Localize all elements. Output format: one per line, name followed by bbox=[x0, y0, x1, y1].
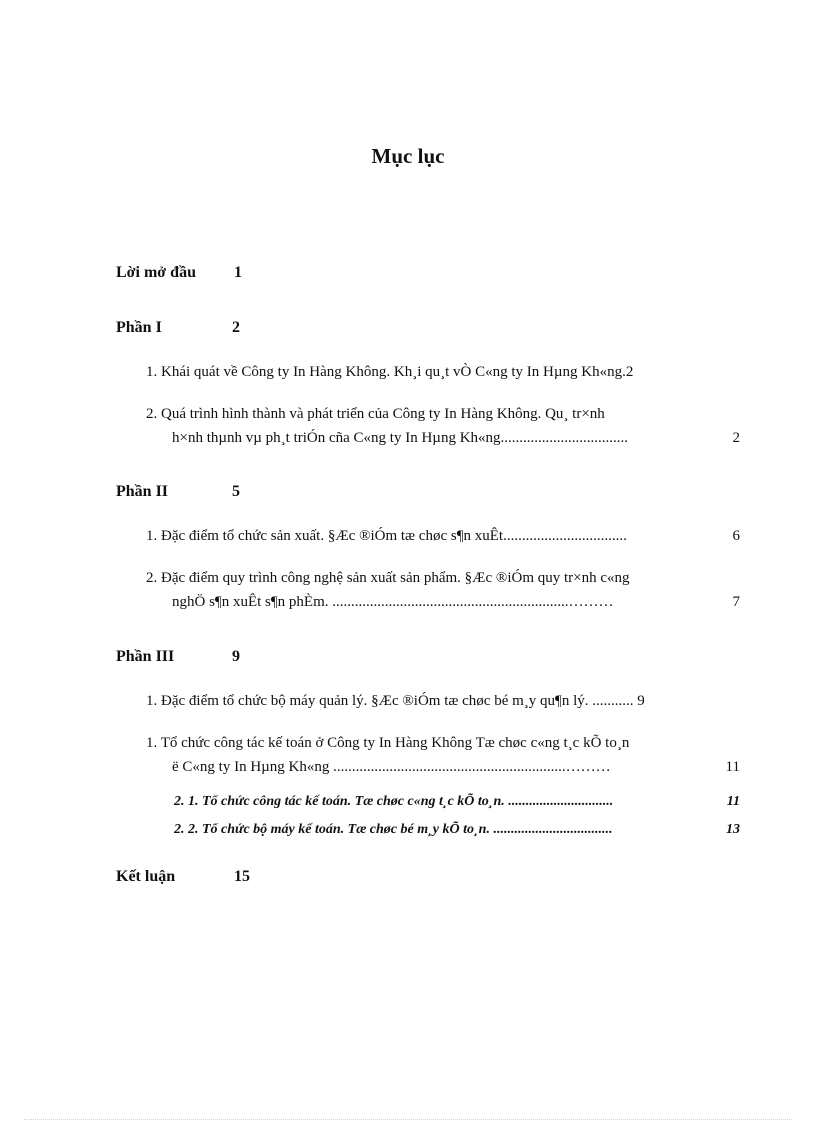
toc-entry-3-2-1 bbox=[174, 790, 740, 814]
section-part-2-page: 5 bbox=[232, 483, 240, 500]
section-part-1-label: Phần I bbox=[116, 319, 162, 336]
toc-entry-1-2 bbox=[146, 402, 740, 450]
section-part-3 bbox=[116, 648, 240, 666]
page-title: Mục lục bbox=[371, 144, 445, 168]
section-conclusion-label: Kết luận bbox=[116, 868, 176, 885]
section-part-2 bbox=[116, 483, 240, 501]
section-intro bbox=[116, 264, 242, 282]
toc-entry-3-2-2-text: 2. 2. Tổ chức bộ máy kế toán. Tæ chøc bé m¸y kÕ to¸n. .................................. bbox=[174, 822, 613, 837]
toc-entry-3-2-2-page: 13 bbox=[726, 822, 740, 837]
section-part-3-page: 9 bbox=[232, 648, 240, 665]
toc-entry-2-2-line2: nghÖ s¶n xuÊt s¶n phÈm. ...............................................................……… bbox=[172, 594, 614, 610]
toc-entry-3-1 bbox=[146, 689, 740, 713]
toc-entry-1-2-line2: h×nh thµnh vµ ph¸t triÓn cña C«ng ty In Hµng Kh«ng.................................. bbox=[172, 430, 629, 446]
toc-entry-3-2 bbox=[146, 731, 740, 779]
toc-entry-3-2-2 bbox=[174, 818, 740, 842]
section-part-1-page: 2 bbox=[232, 319, 240, 336]
section-intro-label: Lời mở đầu bbox=[116, 264, 196, 281]
toc-entry-1-2-line1: 2. Quá trình hình thành và phát triển của Công ty In Hàng Không. Qu¸ tr×nh bbox=[146, 406, 605, 422]
page-bottom-divider bbox=[24, 1119, 792, 1120]
section-conclusion bbox=[116, 868, 250, 886]
toc-entry-2-2 bbox=[146, 566, 740, 614]
toc-entry-3-1-text: 1. Đặc điểm tổ chức bộ máy quản lý. §Æc ®iÓm tæ chøc bé m¸y qu¶n lý. ........... 9 bbox=[146, 693, 645, 709]
section-part-3-label: Phần III bbox=[116, 648, 175, 665]
toc-entry-3-2-line1: 1. Tổ chức công tác kế toán ở Công ty In Hàng Không Tæ chøc c«ng t¸c kÕ to¸n bbox=[146, 735, 630, 751]
toc-entry-1-2-page: 2 bbox=[732, 430, 740, 446]
toc-entry-2-2-line1: 2. Đặc điểm quy trình công nghệ sản xuất sản phẩm. §Æc ®iÓm quy tr×nh c«ng bbox=[146, 570, 630, 586]
toc-entry-3-2-line2: ë C«ng ty In Hµng Kh«ng ..............................................................……… bbox=[172, 759, 611, 775]
section-part-1 bbox=[116, 319, 240, 337]
toc-entry-3-2-1-page: 11 bbox=[726, 794, 740, 809]
section-intro-page: 1 bbox=[234, 264, 242, 281]
toc-entry-1-1-text: 1. Khái quát về Công ty In Hàng Không. Kh¸i qu¸t vÒ C«ng ty In Hµng Kh«ng.2 bbox=[146, 364, 634, 380]
toc-entry-2-1-text: 1. Đặc điểm tổ chức sản xuất. §Æc ®iÓm tæ chøc s¶n xuÊt................................. bbox=[146, 528, 627, 544]
toc-entry-3-2-page: 11 bbox=[725, 759, 740, 775]
section-part-2-label: Phần II bbox=[116, 483, 169, 500]
toc-entry-2-2-page: 7 bbox=[732, 594, 740, 610]
toc-entry-2-1 bbox=[146, 524, 740, 548]
toc-entry-2-1-page: 6 bbox=[732, 528, 740, 544]
toc-entry-3-2-1-text: 2. 1. Tổ chức công tác kế toán. Tæ chøc c«ng t¸c kÕ to¸n. .............................. bbox=[174, 794, 614, 809]
toc-entry-1-1 bbox=[146, 360, 740, 384]
section-conclusion-page: 15 bbox=[234, 868, 250, 885]
